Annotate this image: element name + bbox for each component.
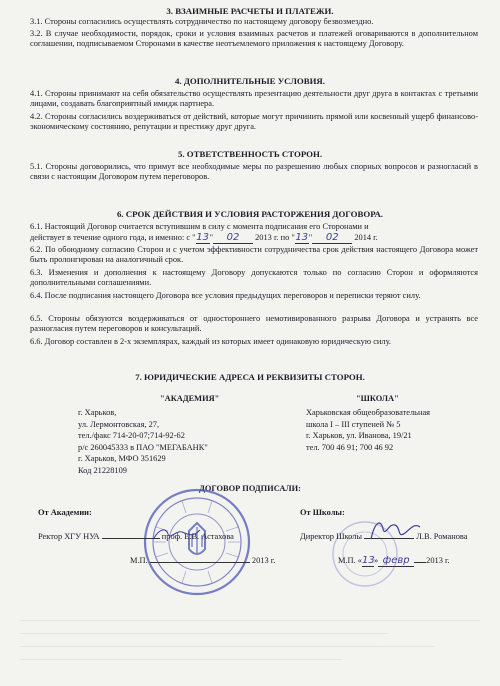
- section-7-title: 7. ЮРИДИЧЕСКИЕ АДРЕСА И РЕКВИЗИТЫ СТОРОН.: [135, 372, 365, 382]
- school-month: февр: [378, 556, 414, 567]
- clause-5-1: 5.1. Стороны договорились, что примут все необходимые меры по разрешению любых спорных вопросов и разногласий в связи с настоящим Договором путем переговоров.: [30, 162, 478, 182]
- bleed-through: [20, 610, 480, 680]
- clause-4-2: 4.2. Стороны согласились воздерживаться от действий, которые могут причинить прямой или косвенный ущерб финансово-экономическому состоянию, репутации и престижу друг друга.: [30, 112, 478, 132]
- clause-6-3: 6.3. Изменения и дополнения к настоящему Договору допускаются только по согласию Сторон и оформляются дополнительными соглашениями.: [30, 268, 478, 288]
- academy-from-label: От Академии:: [38, 508, 92, 517]
- clause-3-1: 3.1. Стороны согласились осуществлять сотрудничество по настоящему договору безвозмездно.: [30, 17, 374, 26]
- end-day: 13: [295, 232, 309, 243]
- academy-mfo: г. Харьков, МФО 351629: [78, 454, 166, 464]
- clause-6-1-line-1: 6.1. Настоящий Договор считается вступившим в силу с момента подписания его Сторонами и: [30, 222, 369, 231]
- school-level: школа I – III ступеней № 5: [306, 419, 401, 429]
- end-month: 02: [312, 233, 352, 244]
- school-day: 13: [361, 555, 375, 566]
- clause-6-6: 6.6. Договор составлен в 2-х экземплярах, каждый из которых имеет одинаковую юридическую силу.: [30, 337, 392, 346]
- clause-6-2: 6.2. По обоюдному согласию Сторон и с учетом эффективности сотрудничества срок действия настоящего Договора может быть пролонгирован на аналогичный срок.: [30, 245, 478, 265]
- clause-6-5: 6.5. Стороны обязуются воздерживаться от одностороннего немотивированного разрыва Договора и устранять все разногласия путем переговоров и консультаций.: [30, 314, 478, 334]
- clause-3-2: 3.2. В случае необходимости, порядок, сроки и условия взаимных расчетов и платежей оговариваются в дополнительном соглашении, подписываемом Сторонами в качестве неотъемлемого приложения к настоящему Договору.: [30, 29, 478, 49]
- academy-signatory-name: проф. Е.В. Астахова: [161, 532, 234, 541]
- academy-account: р/с 260045333 в ПАО "МЕГАБАНК": [78, 442, 208, 452]
- academy-code: Код 21228109: [78, 465, 127, 475]
- academy-stamp-date: [130, 556, 275, 566]
- section-4-title: 4. ДОПОЛНИТЕЛЬНЫЕ УСЛОВИЯ.: [175, 76, 325, 86]
- school-details: [306, 407, 430, 453]
- signatures-title: ДОГОВОР ПОДПИСАЛИ:: [199, 484, 301, 493]
- section-3-title: 3. ВЗАИМНЫЕ РАСЧЕТЫ И ПЛАТЕЖИ.: [166, 6, 334, 16]
- clause-6-1-line-2: действует в течение одного года, и именно: с "13" 02 2013 г. по "13" 02 2014 г.: [30, 232, 378, 243]
- start-day: 13: [196, 232, 209, 243]
- academy-rector-signature: [152, 524, 202, 542]
- school-mp: М.П. «: [338, 556, 362, 565]
- school-signatory-name: Л.В. Романова: [416, 532, 468, 541]
- school-year: 2013 г.: [426, 556, 450, 565]
- school-name: "ШКОЛА": [356, 394, 399, 403]
- school-from-label: От Школы:: [300, 508, 345, 517]
- academy-name: "АКАДЕМИЯ": [160, 394, 220, 403]
- academy-phone: тел./факс 714-20-07;714-92-62: [78, 431, 185, 441]
- academy-street: ул. Лермонтовская, 27,: [78, 419, 160, 429]
- academy-signatory: [38, 532, 234, 542]
- clause-6-4: 6.4. После подписания настоящего Договора все условия предыдущих переговоров и переписки теряют силу.: [30, 291, 421, 300]
- school-phone: тел. 700 46 91; 700 46 92: [306, 442, 394, 452]
- academy-signatory-title: Ректор ХГУ НУА: [38, 532, 100, 541]
- clause-4-1: 4.1. Стороны принимают на себя обязательство осуществлять презентацию деятельности друг друга в контактах с третьими лицами, создавать благоприятный имидж партнера.: [30, 89, 478, 109]
- academy-city: г. Харьков,: [78, 408, 117, 417]
- school-address: г. Харьков, ул. Иванова, 19/21: [306, 431, 412, 441]
- section-5-title: 5. ОТВЕТСТВЕННОСТЬ СТОРОН.: [177, 149, 323, 159]
- section-6-title: 6. СРОК ДЕЙСТВИЯ И УСЛОВИЯ РАСТОРЖЕНИЯ ДОГОВОРА.: [116, 209, 384, 219]
- academy-details: [78, 407, 208, 477]
- school-org: Харьковская общеобразовательная: [306, 408, 431, 417]
- school-stamp-date: М.П. «13» февр 2013 г.: [338, 555, 450, 566]
- school-signatory-title: Директор Школы: [300, 532, 363, 541]
- academy-mp: М.П.: [130, 556, 148, 565]
- academy-year: 2013 г.: [251, 556, 276, 565]
- school-director-signature: [365, 515, 425, 545]
- start-month: 02: [213, 233, 253, 244]
